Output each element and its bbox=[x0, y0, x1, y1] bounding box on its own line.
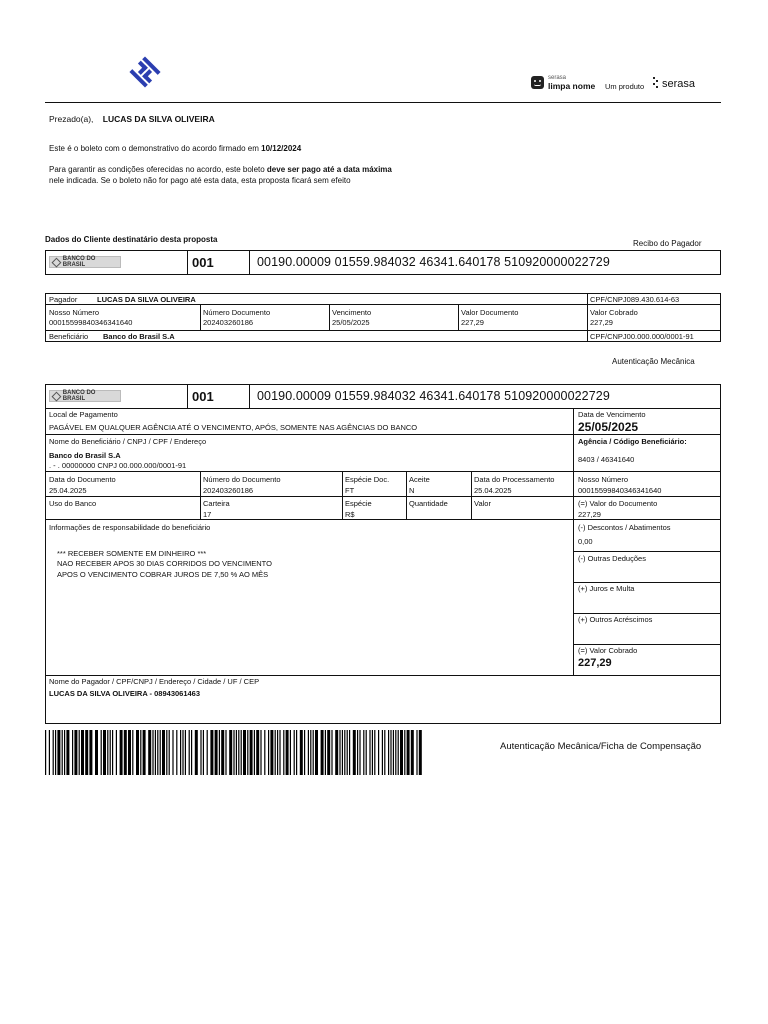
barcode-bar bbox=[200, 730, 201, 775]
barcode-bar bbox=[419, 730, 422, 775]
barcode-bar bbox=[195, 730, 198, 775]
data-documento-label: Data do Documento bbox=[49, 475, 116, 484]
ficha-bank-logo bbox=[49, 390, 121, 402]
aceite-value: N bbox=[409, 486, 415, 495]
barcode-bar bbox=[182, 730, 183, 775]
nosso-numero-label: Nosso Número bbox=[49, 308, 100, 317]
descontos-value: 0,00 bbox=[578, 537, 593, 546]
barcode-bar bbox=[304, 730, 305, 775]
barcode-bar bbox=[264, 730, 265, 775]
agreement-date: 10/12/2024 bbox=[261, 144, 302, 153]
carteira-value: 17 bbox=[203, 510, 212, 519]
valor-cobrado-label: Valor Cobrado bbox=[590, 308, 638, 317]
ficha-bank-code: 001 bbox=[192, 389, 214, 404]
recibo-pagador-label: Recibo do Pagador bbox=[633, 239, 702, 248]
valor-documento-label: (=) Valor do Documento bbox=[578, 499, 658, 508]
barcode-bar bbox=[331, 730, 332, 775]
beneficiario-name: Banco do Brasil S.A bbox=[49, 451, 121, 460]
customer-name: LUCAS DA SILVA OLIVEIRA bbox=[102, 114, 215, 124]
juros-multa-label: (+) Juros e Multa bbox=[578, 584, 635, 593]
um-produto-text: Um produto bbox=[605, 82, 645, 91]
barcode-bar bbox=[45, 730, 46, 775]
barcode-bar bbox=[210, 730, 213, 775]
barcode-bar bbox=[290, 730, 291, 775]
bb-mini-icon bbox=[52, 257, 62, 267]
cpf-row bbox=[590, 295, 679, 304]
barcode-bar bbox=[225, 730, 226, 775]
barcode-bar bbox=[260, 730, 261, 775]
barcode-bar bbox=[124, 730, 127, 775]
especie-value: R$ bbox=[345, 510, 355, 519]
barcode-bar bbox=[277, 730, 278, 775]
bank-logo bbox=[49, 256, 121, 268]
barcode-bar bbox=[296, 730, 297, 775]
barcode-bar bbox=[136, 730, 139, 775]
barcode-bar bbox=[254, 730, 255, 775]
serasa-text: serasa bbox=[662, 78, 696, 90]
barcode-bar bbox=[81, 730, 84, 775]
barcode-bar bbox=[62, 730, 63, 775]
especie-label: Espécie bbox=[345, 499, 372, 508]
valor-cobrado-value: 227,29 bbox=[590, 318, 613, 327]
ficha-bank-logo-text: BANCO DO BRASIL bbox=[62, 390, 96, 402]
barcode-bar bbox=[369, 730, 370, 775]
serasa-limpa-nome-logo bbox=[531, 74, 595, 90]
local-pagamento-value: PAGÁVEL EM QUALQUER AGÊNCIA ATÉ O VENCIMENTO, APÓS, SOMENTE NAS AGÊNCIAS DO BANCO bbox=[49, 423, 418, 432]
barcode-bar bbox=[283, 730, 284, 775]
cpf-value: 089.430.614-63 bbox=[626, 295, 680, 304]
barcode-bar bbox=[103, 730, 106, 775]
barcode-bar bbox=[229, 730, 232, 775]
pagador-label: Pagador bbox=[49, 295, 78, 304]
quantidade-label: Quantidade bbox=[409, 499, 448, 508]
barcode-bar bbox=[128, 730, 131, 775]
barcode-bar bbox=[49, 730, 50, 775]
barcode-bar bbox=[176, 730, 177, 775]
barcode-bar bbox=[294, 730, 295, 775]
serasa-brand bbox=[653, 77, 695, 91]
autenticacao-mecanica: Autenticação Mecânica bbox=[612, 357, 695, 366]
data-vencimento-value: 25/05/2025 bbox=[578, 420, 639, 434]
limpa-nome-text: limpa nome bbox=[548, 81, 596, 91]
barcode-bar bbox=[238, 730, 239, 775]
barcode-bar bbox=[411, 730, 414, 775]
barcode-bar bbox=[353, 730, 356, 775]
barcode-bar bbox=[384, 730, 385, 775]
barcode-bar bbox=[300, 730, 303, 775]
barcode-bar bbox=[120, 730, 123, 775]
barcode-bar bbox=[191, 730, 192, 775]
serasa-face-icon bbox=[531, 76, 544, 89]
intro-line3: nele indicada. Se o boleto não for pago até esta data, esta proposta ficará sem efeito bbox=[49, 176, 351, 185]
intro-line1 bbox=[49, 144, 301, 153]
barcode-bar bbox=[310, 730, 311, 775]
barcode-bar bbox=[241, 730, 242, 775]
barcode-bar bbox=[189, 730, 190, 775]
prezado-label: Prezado(a), bbox=[49, 114, 94, 124]
barcode-bar bbox=[275, 730, 276, 775]
barcode-bar bbox=[374, 730, 375, 775]
cpf-label: CPF/CNPJ bbox=[590, 295, 627, 304]
intro-line2-bold: deve ser pago até a data máxima bbox=[266, 165, 392, 174]
agencia-value: 8403 / 46341640 bbox=[578, 455, 635, 464]
uso-banco-label: Uso do Banco bbox=[49, 499, 97, 508]
bank-logo-text: BANCO DO BRASIL bbox=[62, 256, 96, 268]
barcode-bar bbox=[349, 730, 350, 775]
valor-label: Valor bbox=[474, 499, 491, 508]
beneficiario-label: Beneficiário bbox=[49, 332, 89, 341]
agencia-label: Agência / Código Beneficiário: bbox=[578, 437, 687, 446]
barcode-bar bbox=[215, 730, 218, 775]
pagador-value: LUCAS DA SILVA OLIVEIRA bbox=[97, 295, 196, 304]
numero-documento-label: Número do Documento bbox=[203, 475, 281, 484]
valor-documento-value: 227,29 bbox=[461, 318, 484, 327]
barcode-bar bbox=[160, 730, 161, 775]
barcode bbox=[45, 730, 423, 775]
barcode-bar bbox=[66, 730, 69, 775]
pagador-label: Nome do Pagador / CPF/CNPJ / Endereço / Cidade / UF / CEP bbox=[49, 677, 260, 686]
barcode-bar bbox=[72, 730, 73, 775]
outros-acrescimos-label: (+) Outros Acréscimos bbox=[578, 615, 653, 624]
barcode-bar bbox=[207, 730, 208, 775]
barcode-bar bbox=[359, 730, 360, 775]
barcode-bar bbox=[339, 730, 340, 775]
barcode-bar bbox=[157, 730, 158, 775]
barcode-bar bbox=[79, 730, 80, 775]
barcode-bar bbox=[366, 730, 367, 775]
barcode-bar bbox=[315, 730, 318, 775]
barcode-bar bbox=[270, 730, 273, 775]
nosso-numero-value: 00015599840346341640 bbox=[578, 486, 662, 495]
barcode-bar bbox=[327, 730, 330, 775]
vencimento-label: Vencimento bbox=[332, 308, 372, 317]
barcode-bar bbox=[140, 730, 141, 775]
barcode-bar bbox=[116, 730, 117, 775]
numero-documento-label: Número Documento bbox=[203, 308, 271, 317]
beneficiario-address: . - . 00000000 CNPJ 00.000.000/0001-91 bbox=[49, 461, 187, 470]
barcode-bar bbox=[347, 730, 348, 775]
data-processamento-value: 25.04.2025 bbox=[474, 486, 512, 495]
barcode-bar bbox=[395, 730, 396, 775]
barcode-bar bbox=[335, 730, 338, 775]
aceite-label: Aceite bbox=[409, 475, 430, 484]
barcode-bar bbox=[143, 730, 146, 775]
intro-line2-text: Para garantir as condições oferecidas no acordo, este boleto bbox=[49, 165, 265, 174]
barcode-bar bbox=[57, 730, 60, 775]
barcode-bar bbox=[363, 730, 364, 775]
barcode-bar bbox=[390, 730, 391, 775]
linha-digitavel[interactable]: 00190.00009 01559.984032 46341.640178 510920000022729 bbox=[257, 255, 610, 269]
barcode-bar bbox=[243, 730, 246, 775]
bank-code: 001 bbox=[192, 255, 214, 270]
barcode-bar bbox=[378, 730, 379, 775]
autenticacao-ficha: Autenticação Mecânica/Ficha de Compensação bbox=[500, 741, 702, 752]
barcode-bar bbox=[393, 730, 394, 775]
barcode-bar bbox=[74, 730, 77, 775]
barcode-bar bbox=[357, 730, 358, 775]
barcode-bar bbox=[233, 730, 234, 775]
barcode-bar bbox=[416, 730, 417, 775]
valor-documento-label: Valor Documento bbox=[461, 308, 519, 317]
serasa-small-text: serasa bbox=[548, 75, 567, 81]
local-pagamento-label: Local de Pagamento bbox=[49, 410, 118, 419]
beneficiario-value: Banco do Brasil S.A bbox=[103, 332, 175, 341]
barcode-bar bbox=[400, 730, 403, 775]
carteira-label: Carteira bbox=[203, 499, 230, 508]
barcode-bar bbox=[407, 730, 410, 775]
outras-deducoes-label: (-) Outras Deduções bbox=[578, 554, 646, 563]
barcode-bar bbox=[404, 730, 405, 775]
beneficiario-label: Nome do Beneficiário / CNPJ / CPF / Endereço bbox=[49, 437, 207, 446]
barcode-bar bbox=[55, 730, 56, 775]
greeting bbox=[49, 114, 215, 124]
barcode-bar bbox=[95, 730, 98, 775]
descontos-label: (-) Descontos / Abatimentos bbox=[578, 523, 671, 532]
barcode-bar bbox=[313, 730, 314, 775]
barcode-bar bbox=[64, 730, 65, 775]
numero-documento-value: 202403260186 bbox=[203, 318, 254, 327]
numero-documento-value: 202403260186 bbox=[203, 486, 254, 495]
info-line-2: NAO RECEBER APOS 30 DIAS CORRIDOS DO VENCIMENTO bbox=[57, 559, 272, 568]
barcode-bar bbox=[325, 730, 326, 775]
barcode-bar bbox=[166, 730, 167, 775]
serasa-dots-icon bbox=[653, 77, 660, 91]
barcode-bar bbox=[342, 730, 343, 775]
barcode-bar bbox=[279, 730, 280, 775]
nosso-numero-value: 00015599840346341640 bbox=[49, 318, 133, 327]
barcode-bar bbox=[344, 730, 345, 775]
pagador-value: LUCAS DA SILVA OLIVEIRA - 08943061463 bbox=[49, 689, 201, 698]
bb-mini-icon bbox=[52, 391, 62, 401]
barcode-bar bbox=[169, 730, 170, 775]
barcode-bar bbox=[388, 730, 389, 775]
barcode-bar bbox=[247, 730, 248, 775]
vencimento-value: 25/05/2025 bbox=[332, 318, 370, 327]
valor-cobrado-value: 227,29 bbox=[578, 657, 612, 669]
barcode-bar bbox=[203, 730, 204, 775]
especie-doc-label: Espécie Doc. bbox=[345, 475, 390, 484]
especie-doc-value: FT bbox=[345, 486, 355, 495]
barcode-bar bbox=[185, 730, 186, 775]
barcode-bar bbox=[53, 730, 54, 775]
info-line-3: APOS O VENCIMENTO COBRAR JUROS DE 7,50 % AO MÊS bbox=[57, 570, 269, 579]
barcode-bar bbox=[180, 730, 181, 775]
intro-line2 bbox=[49, 165, 392, 174]
info-line-1: *** RECEBER SOMENTE EM DINHEIRO *** bbox=[57, 549, 207, 558]
barcode-bar bbox=[85, 730, 88, 775]
barcode-bar bbox=[398, 730, 399, 775]
barcode-bar bbox=[152, 730, 153, 775]
data-processamento-label: Data do Processamento bbox=[474, 475, 555, 484]
header-divider bbox=[45, 102, 721, 103]
receipt-section-title: Dados do Cliente destinatário desta proposta bbox=[45, 235, 218, 244]
barcode-bar bbox=[250, 730, 253, 775]
barcode-bar bbox=[256, 730, 259, 775]
barcode-bar bbox=[132, 730, 133, 775]
informacoes-label: Informações de responsabilidade do beneficiário bbox=[49, 523, 211, 532]
barcode-bar bbox=[148, 730, 151, 775]
data-documento-value: 25.04.2025 bbox=[49, 486, 87, 495]
barcode-bar bbox=[162, 730, 165, 775]
barcode-bar bbox=[107, 730, 108, 775]
valor-cobrado-label: (=) Valor Cobrado bbox=[578, 646, 638, 655]
intro-line1-text: Este é o boleto com o demonstrativo do acordo firmado em bbox=[49, 144, 259, 153]
barcode-bar bbox=[236, 730, 237, 775]
barcode-bar bbox=[172, 730, 173, 775]
barcode-bar bbox=[308, 730, 309, 775]
nosso-numero-label: Nosso Número bbox=[578, 475, 629, 484]
barcode-bar bbox=[372, 730, 373, 775]
valor-documento-value: 227,29 bbox=[578, 510, 601, 519]
beneficiario-cnpj: CPF/CNPJ00.000.000/0001-91 bbox=[590, 332, 694, 341]
barcode-bar bbox=[110, 730, 111, 775]
barcode-bar bbox=[321, 730, 324, 775]
barcode-bar bbox=[286, 730, 289, 775]
barcode-bar bbox=[155, 730, 156, 775]
barcode-bar bbox=[112, 730, 113, 775]
barcode-bar bbox=[101, 730, 102, 775]
barcode-bar bbox=[221, 730, 224, 775]
barcode-bar bbox=[268, 730, 269, 775]
banco-do-brasil-logo-icon bbox=[128, 55, 162, 89]
barcode-bar bbox=[382, 730, 383, 775]
barcode-bar bbox=[219, 730, 220, 775]
ficha-linha-digitavel[interactable]: 00190.00009 01559.984032 46341.640178 510920000022729 bbox=[257, 389, 610, 403]
barcode-bar bbox=[89, 730, 92, 775]
data-vencimento-label: Data de Vencimento bbox=[578, 410, 646, 419]
